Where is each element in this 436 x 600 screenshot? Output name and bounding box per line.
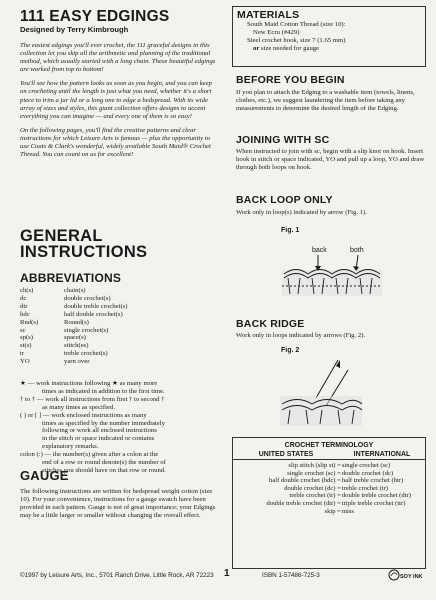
abbreviations-list (20, 287, 220, 366)
intro-paragraph: On the following pages, you'll find the creative patterns and clear instructions for which Leisure Arts is famous — plus the opportunity to use Coats & Clark's wonderful, widely available South Maid® Crochet Thread. You can count on us for excellent! (20, 126, 211, 159)
abbreviation-key: Rnd(s) (20, 318, 39, 326)
material-item: size needed for gauge (259, 45, 320, 52)
symbol-text: stitches you should have on that row or round. (42, 466, 166, 474)
abbreviation-key: st(s) (20, 342, 32, 350)
international-term: double treble crochet (dtr) (341, 492, 411, 500)
soy-ink-logo (388, 566, 423, 584)
symbols-list (20, 380, 220, 475)
symbol-text: ( ) or [ ] — work enclosed instructions as many (20, 411, 147, 419)
symbol-text: colon (:) — the number(s) given after a colon at the (20, 451, 159, 459)
us-term: single crochet (sc) = (287, 469, 341, 477)
materials-heading: MATERIALS (237, 9, 300, 21)
before-you-begin-heading: BEFORE YOU BEGIN (236, 74, 345, 86)
abbreviation-key: dc (20, 294, 27, 302)
international-term: half treble crochet (htr) (341, 477, 404, 485)
abbreviation-row (20, 358, 220, 366)
before-you-begin-text: If you plan to attach the Edging to a washable item (towels, linens, clothes, etc.), we suggest laundering the item before taking any measurements to determine the desired length of the Edging. (236, 89, 415, 113)
international-term: treble crochet (tr) (341, 484, 389, 492)
us-term: half double crochet (hdc) = (269, 477, 341, 485)
soy-ink-text: SOY INK (400, 574, 423, 580)
symbol-text: as many times as specified. (42, 403, 115, 411)
intro-paragraph: You'll see how the pattern looks as soon as you begin, and you can keep on crocheting until the length is just what you need, whether it's a short piece to trim a jar lid or a long one to edge a bedspread. With its wide array of sizes and styles, this giant collection offers designs to accent everything you can imagine — and every one of them is so easy! (20, 80, 212, 120)
terminology-rows (233, 460, 425, 515)
abbreviation-row (20, 342, 220, 350)
us-term: double crochet (dc) = (284, 484, 341, 492)
heading-line: INSTRUCTIONS (20, 243, 148, 261)
terminology-title: CROCHET TERMINOLOGY (284, 442, 374, 449)
materials-list (233, 21, 425, 53)
international-term: double crochet (dc) (341, 469, 394, 477)
abbreviation-meaning: stitch(es) (64, 342, 89, 350)
symbol-text: in the stitch or space indicated or contains (42, 435, 155, 443)
terminology-row (233, 500, 425, 508)
terminology-row (233, 477, 425, 485)
figure-1-label: Fig. 1 (281, 227, 300, 234)
symbol-text: end of a row or round denote(s) the number of (42, 459, 166, 467)
abbreviation-meaning: half double crochet(s) (64, 310, 123, 318)
abbreviation-row (20, 303, 220, 311)
abbreviation-key: hdc (20, 310, 30, 318)
symbol-dagger (20, 396, 220, 412)
figure-2-label: Fig. 2 (281, 347, 300, 354)
material-item-bold: or (253, 45, 260, 52)
back-ridge-text: Work only in loops indicated by arrows (Fig. 2). (236, 332, 366, 339)
abbreviation-meaning: double treble crochet(s) (64, 302, 128, 310)
international-term: triple treble crochet (ttr) (341, 499, 406, 507)
back-loop-text: Work only in loop(s) indicated by arrow (Fig. 1). (236, 209, 367, 216)
abbreviation-row (20, 327, 220, 335)
abbreviation-row (20, 319, 220, 327)
abbreviation-meaning: Round(s) (64, 318, 89, 326)
joining-text: When instructed to join with sc, begin with a slip knot on hook. Insert hook in stitch or space indicated, YO and pull up a loop, YO and draw through both loops on hook. (236, 148, 425, 172)
material-item: New Ecru (#429) (253, 29, 300, 36)
symbol-text: ★ — work instructions following ★ as many more (20, 380, 158, 387)
abbreviation-meaning: double crochet(s) (64, 294, 111, 302)
page-title: 111 EASY EDGINGS (20, 8, 170, 25)
figure-1-illustration (278, 236, 388, 302)
international-term: miss (341, 507, 354, 515)
abbreviation-meaning: single crochet(s) (64, 326, 109, 334)
figure-label-both: both (350, 247, 364, 254)
figure-label-back: back (312, 247, 327, 254)
column-international: INTERNATIONAL (353, 451, 411, 458)
symbol-text: following or work all enclosed instructions (42, 427, 157, 435)
abbreviation-key: tr (20, 350, 25, 358)
abbreviation-meaning: treble crochet(s) (64, 350, 108, 358)
figure-2-illustration (276, 356, 366, 432)
abbreviation-key: YO (20, 358, 30, 366)
symbol-text: times as indicated in addition to the first time. (42, 387, 165, 395)
general-instructions-heading (20, 228, 147, 260)
crochet-terminology-box (232, 437, 426, 569)
abbreviation-row (20, 287, 220, 295)
symbol-parentheses (20, 412, 220, 452)
isbn-text: ISBN 1-57486-725-3 (262, 572, 320, 579)
terminology-row (233, 485, 425, 493)
us-term: slip stitch (slip st) = (288, 462, 341, 469)
joining-heading: JOINING WITH SC (236, 134, 330, 146)
materials-box (232, 6, 426, 67)
abbreviation-meaning: chain(s) (64, 287, 86, 294)
intro-text (20, 42, 216, 165)
abbreviation-row (20, 334, 220, 342)
abbreviation-key: dtr (20, 302, 28, 310)
terminology-header (233, 451, 425, 460)
symbol-text: † to † — work all instructions from first † to second † (20, 395, 165, 403)
symbol-star (20, 380, 220, 396)
gauge-heading: GAUGE (20, 468, 69, 483)
intro-paragraph: The easiest edgings you'll ever crochet, the 111 graceful designs in this collection let you skip all the arithmetic and planning of the traditional method, which usually started with a long chain. These beautiful edgings are worked from top to bottom! (20, 42, 216, 74)
us-term: treble crochet (tr) = (289, 492, 341, 500)
abbreviation-meaning: space(s) (64, 334, 86, 342)
abbreviation-key: sp(s) (20, 334, 34, 342)
back-ridge-heading: BACK RIDGE (236, 318, 305, 330)
terminology-row (233, 508, 425, 516)
terminology-row (233, 470, 425, 478)
symbol-text: times as specified by the number immediately (42, 419, 165, 427)
material-item: South Maid Cotton Thread (size 10): (247, 21, 346, 28)
abbreviations-heading: ABBREVIATIONS (20, 271, 122, 285)
heading-line: GENERAL (20, 227, 103, 245)
terminology-row (233, 462, 425, 470)
abbreviation-row (20, 350, 220, 358)
us-term: skip = (324, 507, 341, 515)
copyright-text: ©1997 by Leisure Arts, Inc., 5701 Ranch Drive, Little Rock, AR 72223 (20, 572, 214, 579)
us-term: double treble crochet (dtr) = (266, 499, 341, 507)
back-loop-heading: BACK LOOP ONLY (236, 194, 333, 206)
page-number: 1 (224, 568, 230, 579)
symbol-text: explanatory remarks. (42, 443, 99, 451)
designer-byline: Designed by Terry Kimbrough (20, 25, 129, 34)
abbreviation-row (20, 295, 220, 303)
abbreviation-key: ch(s) (20, 287, 34, 294)
terminology-row (233, 492, 425, 500)
abbreviation-meaning: yarn over (64, 358, 90, 366)
abbreviation-key: sc (20, 326, 26, 334)
abbreviation-row (20, 311, 220, 319)
column-us: UNITED STATES (258, 451, 314, 458)
international-term: single crochet (sc) (341, 462, 391, 469)
material-item: Steel crochet hook, size 7 (1.65 mm) (247, 37, 346, 44)
gauge-text: The following instructions are written for bedspread weight cotton (size 10). For your convenience, instructions for a gauge swatch have been provided in each pattern. Gauge is not of great importance; your Edgings may be a little larger or smaller without changing the overall effect. (20, 488, 216, 520)
